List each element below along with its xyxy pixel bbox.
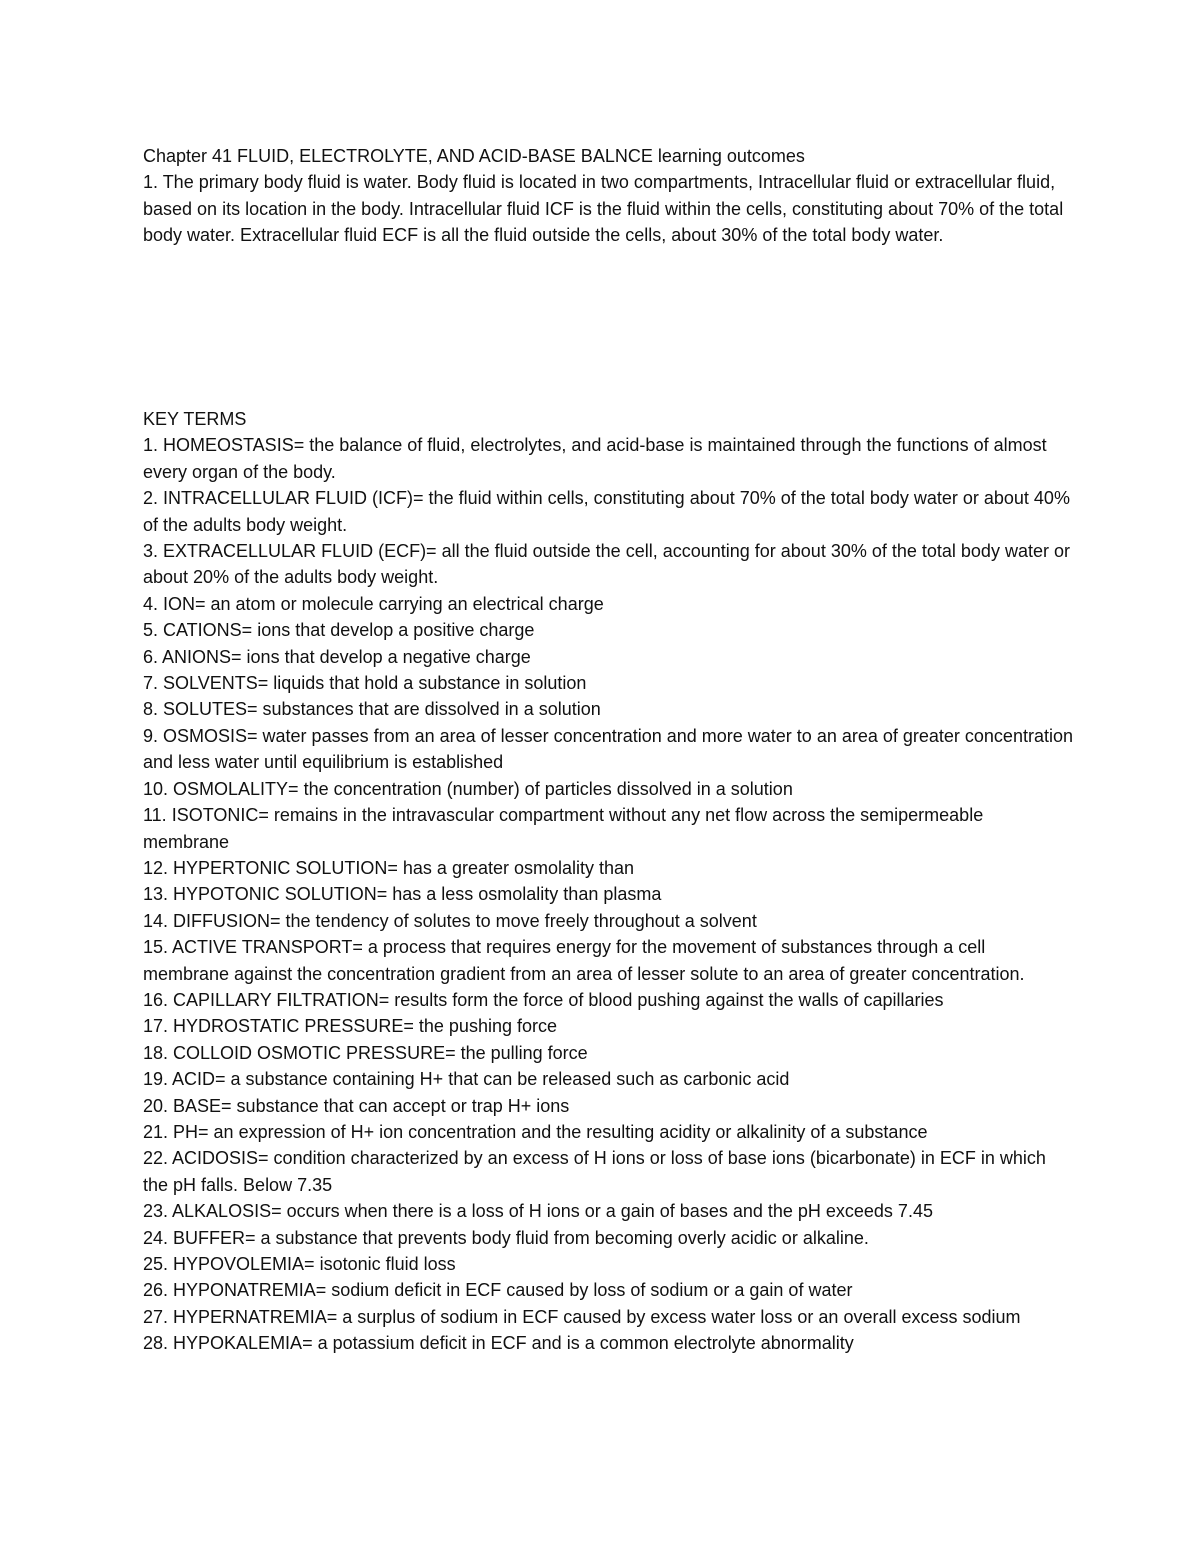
key-term-item: 26. HYPONATREMIA= sodium deficit in ECF caused by loss of sodium or a gain of water	[143, 1280, 853, 1301]
key-term-item: 22. ACIDOSIS= condition characterized by an excess of H ions or loss of base ions (bicarbonate) in ECF in which the pH falls. Below 7.35	[143, 1148, 1046, 1195]
key-term-item: 4. ION= an atom or molecule carrying an electrical charge	[143, 593, 604, 614]
key-term-item: 14. DIFFUSION= the tendency of solutes to move freely throughout a solvent	[143, 910, 757, 931]
intro-section	[143, 143, 1073, 249]
key-term-item: 27. HYPERNATREMIA= a surplus of sodium in ECF caused by excess water loss or an overall excess sodium	[143, 1306, 1021, 1327]
key-term-item: 3. EXTRACELLULAR FLUID (ECF)= all the fluid outside the cell, accounting for about 30% of the total body water or about 20% of the adults body weight.	[143, 541, 1070, 588]
key-terms-heading: KEY TERMS	[143, 409, 247, 429]
key-term-item: 5. CATIONS= ions that develop a positive charge	[143, 620, 535, 641]
key-terms-list	[143, 432, 1073, 1356]
key-term-item: 28. HYPOKALEMIA= a potassium deficit in ECF and is a common electrolyte abnormality	[143, 1333, 854, 1354]
key-term-item: 6. ANIONS= ions that develop a negative charge	[143, 646, 531, 667]
key-term-item: 2. INTRACELLULAR FLUID (ICF)= the fluid within cells, constituting about 70% of the total body water or about 40% of the adults body weight.	[143, 488, 1070, 535]
key-term-item: 15. ACTIVE TRANSPORT= a process that requires energy for the movement of substances through a cell membrane against the concentration gradient from an area of lesser solute to an area of greater concentration.	[143, 937, 1025, 984]
key-term-item: 9. OSMOSIS= water passes from an area of lesser concentration and more water to an area of greater concentration and less water until equilibrium is established	[143, 725, 1073, 773]
key-term-item: 19. ACID= a substance containing H+ that can be released such as carbonic acid	[143, 1069, 790, 1090]
key-term-item: 8. SOLUTES= substances that are dissolved in a solution	[143, 699, 601, 720]
key-term-item: 18. COLLOID OSMOTIC PRESSURE= the pulling force	[143, 1042, 588, 1063]
intro-paragraph: 1. The primary body fluid is water. Body fluid is located in two compartments, Intracellular fluid or extracellular fluid, based on its location in the body. Intracellular fluid ICF is the fluid within the cells, constituting about 70% of the total body water. Extracellular fluid ECF is all the fluid outside the cells, about 30% of the total body water.	[143, 172, 1064, 246]
key-terms-section	[143, 406, 1073, 1357]
key-term-item: 11. ISOTONIC= remains in the intravascular compartment without any net flow across the semipermeable membrane	[143, 805, 984, 852]
key-term-item: 25. HYPOVOLEMIA= isotonic fluid loss	[143, 1254, 456, 1274]
key-term-item: 1. HOMEOSTASIS= the balance of fluid, electrolytes, and acid-base is maintained through the functions of almost every organ of the body.	[143, 435, 1047, 482]
key-term-item: 7. SOLVENTS= liquids that hold a substance in solution	[143, 673, 587, 694]
chapter-heading: Chapter 41 FLUID, ELECTROLYTE, AND ACID-BASE BALNCE learning outcomes	[143, 146, 805, 166]
key-term-item: 12. HYPERTONIC SOLUTION= has a greater osmolality than	[143, 857, 635, 878]
key-term-item: 13. HYPOTONIC SOLUTION= has a less osmolality than plasma	[143, 884, 662, 905]
key-term-item: 24. BUFFER= a substance that prevents body fluid from becoming overly acidic or alkaline.	[143, 1227, 869, 1248]
key-term-item: 16. CAPILLARY FILTRATION= results form the force of blood pushing against the walls of capillaries	[143, 989, 944, 1010]
key-term-item: 17. HYDROSTATIC PRESSURE= the pushing force	[143, 1016, 557, 1037]
key-term-item: 10. OSMOLALITY= the concentration (number) of particles dissolved in a solution	[143, 778, 793, 799]
key-term-item: 20. BASE= substance that can accept or trap H+ ions	[143, 1095, 570, 1116]
key-term-item: 21. PH= an expression of H+ ion concentration and the resulting acidity or alkalinity of a substance	[143, 1121, 928, 1142]
key-term-item: 23. ALKALOSIS= occurs when there is a loss of H ions or a gain of bases and the pH exceeds 7.45	[143, 1201, 933, 1222]
